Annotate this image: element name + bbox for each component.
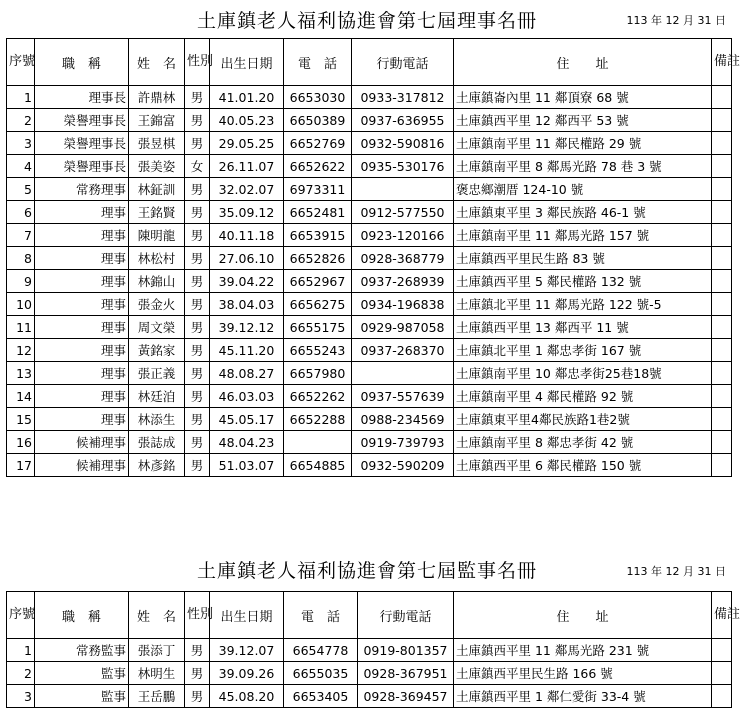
- cell-seq: 3: [7, 132, 35, 155]
- cell-birth: 26.11.07: [210, 155, 284, 178]
- cell-mobile: 0937-636955: [352, 109, 454, 132]
- cell-position: 榮譽理事長: [35, 109, 129, 132]
- cell-name: 林松村: [129, 247, 185, 270]
- table-row: [7, 662, 732, 685]
- cell-seq: 1: [7, 639, 35, 662]
- cell-position: 理事: [35, 270, 129, 293]
- cell-gender: 男: [185, 362, 210, 385]
- cell-phone: 6653030: [284, 86, 352, 109]
- cell-gender: 男: [185, 86, 210, 109]
- cell-position: 榮譽理事長: [35, 155, 129, 178]
- cell-note: [712, 685, 732, 708]
- cell-phone: 6652826: [284, 247, 352, 270]
- cell-gender: 男: [185, 178, 210, 201]
- cell-seq: 7: [7, 224, 35, 247]
- cell-phone: 6652481: [284, 201, 352, 224]
- cell-phone: 6655243: [284, 339, 352, 362]
- cell-mobile: 0928-369457: [358, 685, 454, 708]
- table-row: [7, 109, 732, 132]
- cell-phone: 6653405: [284, 685, 358, 708]
- cell-address: 土庫鎮西平里 5 鄰民權路 132 號: [454, 270, 712, 293]
- cell-phone: 6654885: [284, 454, 352, 477]
- cell-birth: 48.08.27: [210, 362, 284, 385]
- cell-note: [712, 86, 732, 109]
- cell-address: 土庫鎮南平里 4 鄰民權路 92 號: [454, 385, 712, 408]
- table-row: [7, 270, 732, 293]
- cell-position: 候補理事: [35, 454, 129, 477]
- cell-gender: 男: [185, 662, 210, 685]
- table-header-row: [7, 39, 732, 86]
- header-note: 備註: [712, 592, 732, 639]
- cell-gender: 男: [185, 201, 210, 224]
- cell-name: 張美姿: [129, 155, 185, 178]
- cell-mobile: 0932-590816: [352, 132, 454, 155]
- cell-seq: 5: [7, 178, 35, 201]
- cell-gender: 男: [185, 132, 210, 155]
- header-phone: 電 話: [284, 39, 352, 86]
- cell-note: [712, 408, 732, 431]
- directors-table: [6, 38, 740, 477]
- cell-address: 土庫鎮西平里 12 鄰西平 53 號: [454, 109, 712, 132]
- table-row: [7, 454, 732, 477]
- table-row: [7, 293, 732, 316]
- cell-note: [712, 270, 732, 293]
- cell-mobile: 0932-590209: [352, 454, 454, 477]
- cell-name: 林廷洎: [129, 385, 185, 408]
- cell-seq: 14: [7, 385, 35, 408]
- cell-address: 土庫鎮南平里 8 鄰馬光路 78 巷 3 號: [454, 155, 712, 178]
- cell-birth: 40.05.23: [210, 109, 284, 132]
- cell-seq: 10: [7, 293, 35, 316]
- cell-gender: 男: [185, 431, 210, 454]
- cell-mobile: [352, 178, 454, 201]
- table-row: [7, 362, 732, 385]
- cell-note: [712, 431, 732, 454]
- cell-position: 監事: [35, 685, 129, 708]
- cell-note: [712, 178, 732, 201]
- cell-phone: 6973311: [284, 178, 352, 201]
- table-row: [7, 385, 732, 408]
- supervisors-table-body: [7, 639, 732, 708]
- cell-gender: 男: [185, 454, 210, 477]
- cell-birth: 48.04.23: [210, 431, 284, 454]
- cell-phone: 6652288: [284, 408, 352, 431]
- cell-name: 林彥銘: [129, 454, 185, 477]
- header-position: 職 稱: [35, 39, 129, 86]
- cell-position: 理事: [35, 224, 129, 247]
- cell-position: 監事: [35, 662, 129, 685]
- cell-seq: 3: [7, 685, 35, 708]
- supervisors-date: 113 年 12 月 31 日: [626, 565, 726, 578]
- cell-position: 理事: [35, 408, 129, 431]
- cell-seq: 6: [7, 201, 35, 224]
- cell-name: 林明生: [129, 662, 185, 685]
- cell-address: 土庫鎮南平里 8 鄰忠孝街 42 號: [454, 431, 712, 454]
- cell-name: 許鼎林: [129, 86, 185, 109]
- supervisors-title: 土庫鎮老人福利協進會第七屆監事名冊: [196, 560, 537, 582]
- cell-gender: 男: [185, 408, 210, 431]
- cell-address: 土庫鎮西平里 6 鄰民權路 150 號: [454, 454, 712, 477]
- cell-position: 常務監事: [35, 639, 129, 662]
- header-name: 姓 名: [129, 39, 185, 86]
- table-row: [7, 86, 732, 109]
- cell-birth: 40.11.18: [210, 224, 284, 247]
- cell-birth: 41.01.20: [210, 86, 284, 109]
- cell-name: 周文榮: [129, 316, 185, 339]
- cell-seq: 2: [7, 662, 35, 685]
- cell-name: 林錦山: [129, 270, 185, 293]
- cell-phone: 6656275: [284, 293, 352, 316]
- table-row: [7, 639, 732, 662]
- cell-phone: 6654778: [284, 639, 358, 662]
- cell-name: 張正義: [129, 362, 185, 385]
- cell-address: 土庫鎮崙內里 11 鄰頂寮 68 號: [454, 86, 712, 109]
- cell-birth: 35.09.12: [210, 201, 284, 224]
- cell-seq: 17: [7, 454, 35, 477]
- cell-mobile: 0937-268370: [352, 339, 454, 362]
- cell-birth: 39.04.22: [210, 270, 284, 293]
- cell-mobile: 0935-530176: [352, 155, 454, 178]
- cell-note: [712, 316, 732, 339]
- cell-position: 理事: [35, 316, 129, 339]
- cell-mobile: 0933-317812: [352, 86, 454, 109]
- cell-phone: 6657980: [284, 362, 352, 385]
- cell-address: 土庫鎮北平里 11 鄰馬光路 122 號-5: [454, 293, 712, 316]
- cell-seq: 15: [7, 408, 35, 431]
- cell-position: 理事: [35, 385, 129, 408]
- cell-birth: 51.03.07: [210, 454, 284, 477]
- cell-name: 黃銘家: [129, 339, 185, 362]
- cell-address: 土庫鎮南平里 10 鄰忠孝街25巷18號: [454, 362, 712, 385]
- table-header-row: [7, 592, 732, 639]
- directors-title: 土庫鎮老人福利協進會第七屆理事名冊: [196, 10, 537, 32]
- table-row: [7, 201, 732, 224]
- cell-seq: 11: [7, 316, 35, 339]
- table-row: [7, 685, 732, 708]
- cell-position: 候補理事: [35, 431, 129, 454]
- cell-name: 王岳鵬: [129, 685, 185, 708]
- cell-birth: 38.04.03: [210, 293, 284, 316]
- cell-note: [712, 454, 732, 477]
- cell-address: 土庫鎮西平里 13 鄰西平 11 號: [454, 316, 712, 339]
- table-row: [7, 431, 732, 454]
- cell-mobile: 0928-368779: [352, 247, 454, 270]
- cell-seq: 13: [7, 362, 35, 385]
- cell-birth: 46.03.03: [210, 385, 284, 408]
- header-mobile: 行動電話: [358, 592, 454, 639]
- cell-phone: 6652769: [284, 132, 352, 155]
- header-gender: 性別: [185, 39, 210, 86]
- cell-name: 林添生: [129, 408, 185, 431]
- cell-position: 理事長: [35, 86, 129, 109]
- cell-mobile: 0937-557639: [352, 385, 454, 408]
- header-gender: 性別: [185, 592, 210, 639]
- cell-position: 榮譽理事長: [35, 132, 129, 155]
- header-address: 住 址: [454, 39, 712, 86]
- cell-note: [712, 247, 732, 270]
- cell-gender: 男: [185, 247, 210, 270]
- cell-name: 陳明龍: [129, 224, 185, 247]
- cell-note: [712, 639, 732, 662]
- cell-seq: 4: [7, 155, 35, 178]
- cell-mobile: 0928-367951: [358, 662, 454, 685]
- cell-seq: 8: [7, 247, 35, 270]
- header-name: 姓 名: [129, 592, 185, 639]
- cell-mobile: 0912-577550: [352, 201, 454, 224]
- cell-birth: 39.12.12: [210, 316, 284, 339]
- cell-position: 常務理事: [35, 178, 129, 201]
- cell-birth: 45.05.17: [210, 408, 284, 431]
- header-address: 住 址: [454, 592, 712, 639]
- cell-mobile: 0929-987058: [352, 316, 454, 339]
- cell-address: 土庫鎮東平里 3 鄰民族路 46-1 號: [454, 201, 712, 224]
- header-seq: 序號: [7, 592, 35, 639]
- cell-name: 林鉦訓: [129, 178, 185, 201]
- directors-table-body: [7, 86, 732, 477]
- header-phone: 電 話: [284, 592, 358, 639]
- cell-position: 理事: [35, 293, 129, 316]
- cell-seq: 16: [7, 431, 35, 454]
- table-row: [7, 155, 732, 178]
- cell-address: 土庫鎮西平里 1 鄰仁愛街 33-4 號: [454, 685, 712, 708]
- cell-birth: 29.05.25: [210, 132, 284, 155]
- cell-seq: 12: [7, 339, 35, 362]
- cell-name: 張添丁: [129, 639, 185, 662]
- cell-gender: 男: [185, 293, 210, 316]
- cell-note: [712, 201, 732, 224]
- cell-mobile: 0988-234569: [352, 408, 454, 431]
- table-row: [7, 247, 732, 270]
- cell-birth: 45.11.20: [210, 339, 284, 362]
- supervisors-table: [6, 591, 740, 708]
- cell-birth: 27.06.10: [210, 247, 284, 270]
- cell-position: 理事: [35, 339, 129, 362]
- cell-gender: 男: [185, 316, 210, 339]
- cell-phone: [284, 431, 352, 454]
- cell-mobile: 0923-120166: [352, 224, 454, 247]
- table-row: [7, 316, 732, 339]
- cell-phone: 6652262: [284, 385, 352, 408]
- cell-note: [712, 662, 732, 685]
- header-birth: 出生日期: [210, 592, 284, 639]
- cell-mobile: [352, 362, 454, 385]
- header-position: 職 稱: [35, 592, 129, 639]
- table-row: [7, 132, 732, 155]
- cell-note: [712, 293, 732, 316]
- cell-address: 土庫鎮東平里4鄰民族路1巷2號: [454, 408, 712, 431]
- cell-name: 張誌成: [129, 431, 185, 454]
- table-row: [7, 224, 732, 247]
- cell-seq: 2: [7, 109, 35, 132]
- cell-gender: 男: [185, 109, 210, 132]
- cell-mobile: 0937-268939: [352, 270, 454, 293]
- cell-address: 土庫鎮南平里 11 鄰民權路 29 號: [454, 132, 712, 155]
- cell-name: 王銘賢: [129, 201, 185, 224]
- cell-note: [712, 224, 732, 247]
- cell-address: 土庫鎮西平里 11 鄰馬光路 231 號: [454, 639, 712, 662]
- table-row: [7, 408, 732, 431]
- cell-gender: 男: [185, 385, 210, 408]
- cell-note: [712, 109, 732, 132]
- cell-birth: 32.02.07: [210, 178, 284, 201]
- cell-phone: 6652967: [284, 270, 352, 293]
- cell-note: [712, 362, 732, 385]
- header-seq: 序號: [7, 39, 35, 86]
- cell-name: 張昱棋: [129, 132, 185, 155]
- cell-gender: 男: [185, 685, 210, 708]
- cell-name: 張金火: [129, 293, 185, 316]
- cell-gender: 男: [185, 270, 210, 293]
- cell-address: 土庫鎮南平里 11 鄰馬光路 157 號: [454, 224, 712, 247]
- header-note: 備註: [712, 39, 732, 86]
- cell-birth: 39.09.26: [210, 662, 284, 685]
- cell-seq: 9: [7, 270, 35, 293]
- cell-phone: 6653915: [284, 224, 352, 247]
- cell-phone: 6655175: [284, 316, 352, 339]
- cell-address: 褒忠鄉潮厝 124-10 號: [454, 178, 712, 201]
- cell-name: 王錦富: [129, 109, 185, 132]
- cell-gender: 男: [185, 224, 210, 247]
- cell-position: 理事: [35, 201, 129, 224]
- header-birth: 出生日期: [210, 39, 284, 86]
- table-row: [7, 339, 732, 362]
- cell-address: 土庫鎮西平里民生路 166 號: [454, 662, 712, 685]
- cell-note: [712, 132, 732, 155]
- cell-note: [712, 385, 732, 408]
- cell-mobile: 0919-739793: [352, 431, 454, 454]
- cell-mobile: 0919-801357: [358, 639, 454, 662]
- header-mobile: 行動電話: [352, 39, 454, 86]
- table-row: [7, 178, 732, 201]
- cell-gender: 男: [185, 639, 210, 662]
- cell-birth: 39.12.07: [210, 639, 284, 662]
- cell-position: 理事: [35, 247, 129, 270]
- cell-note: [712, 339, 732, 362]
- cell-note: [712, 155, 732, 178]
- cell-phone: 6655035: [284, 662, 358, 685]
- cell-gender: 女: [185, 155, 210, 178]
- cell-gender: 男: [185, 339, 210, 362]
- cell-phone: 6650389: [284, 109, 352, 132]
- cell-position: 理事: [35, 362, 129, 385]
- cell-birth: 45.08.20: [210, 685, 284, 708]
- cell-address: 土庫鎮北平里 1 鄰忠孝街 167 號: [454, 339, 712, 362]
- cell-phone: 6652622: [284, 155, 352, 178]
- cell-address: 土庫鎮西平里民生路 83 號: [454, 247, 712, 270]
- cell-mobile: 0934-196838: [352, 293, 454, 316]
- directors-date: 113 年 12 月 31 日: [626, 14, 726, 27]
- cell-seq: 1: [7, 86, 35, 109]
